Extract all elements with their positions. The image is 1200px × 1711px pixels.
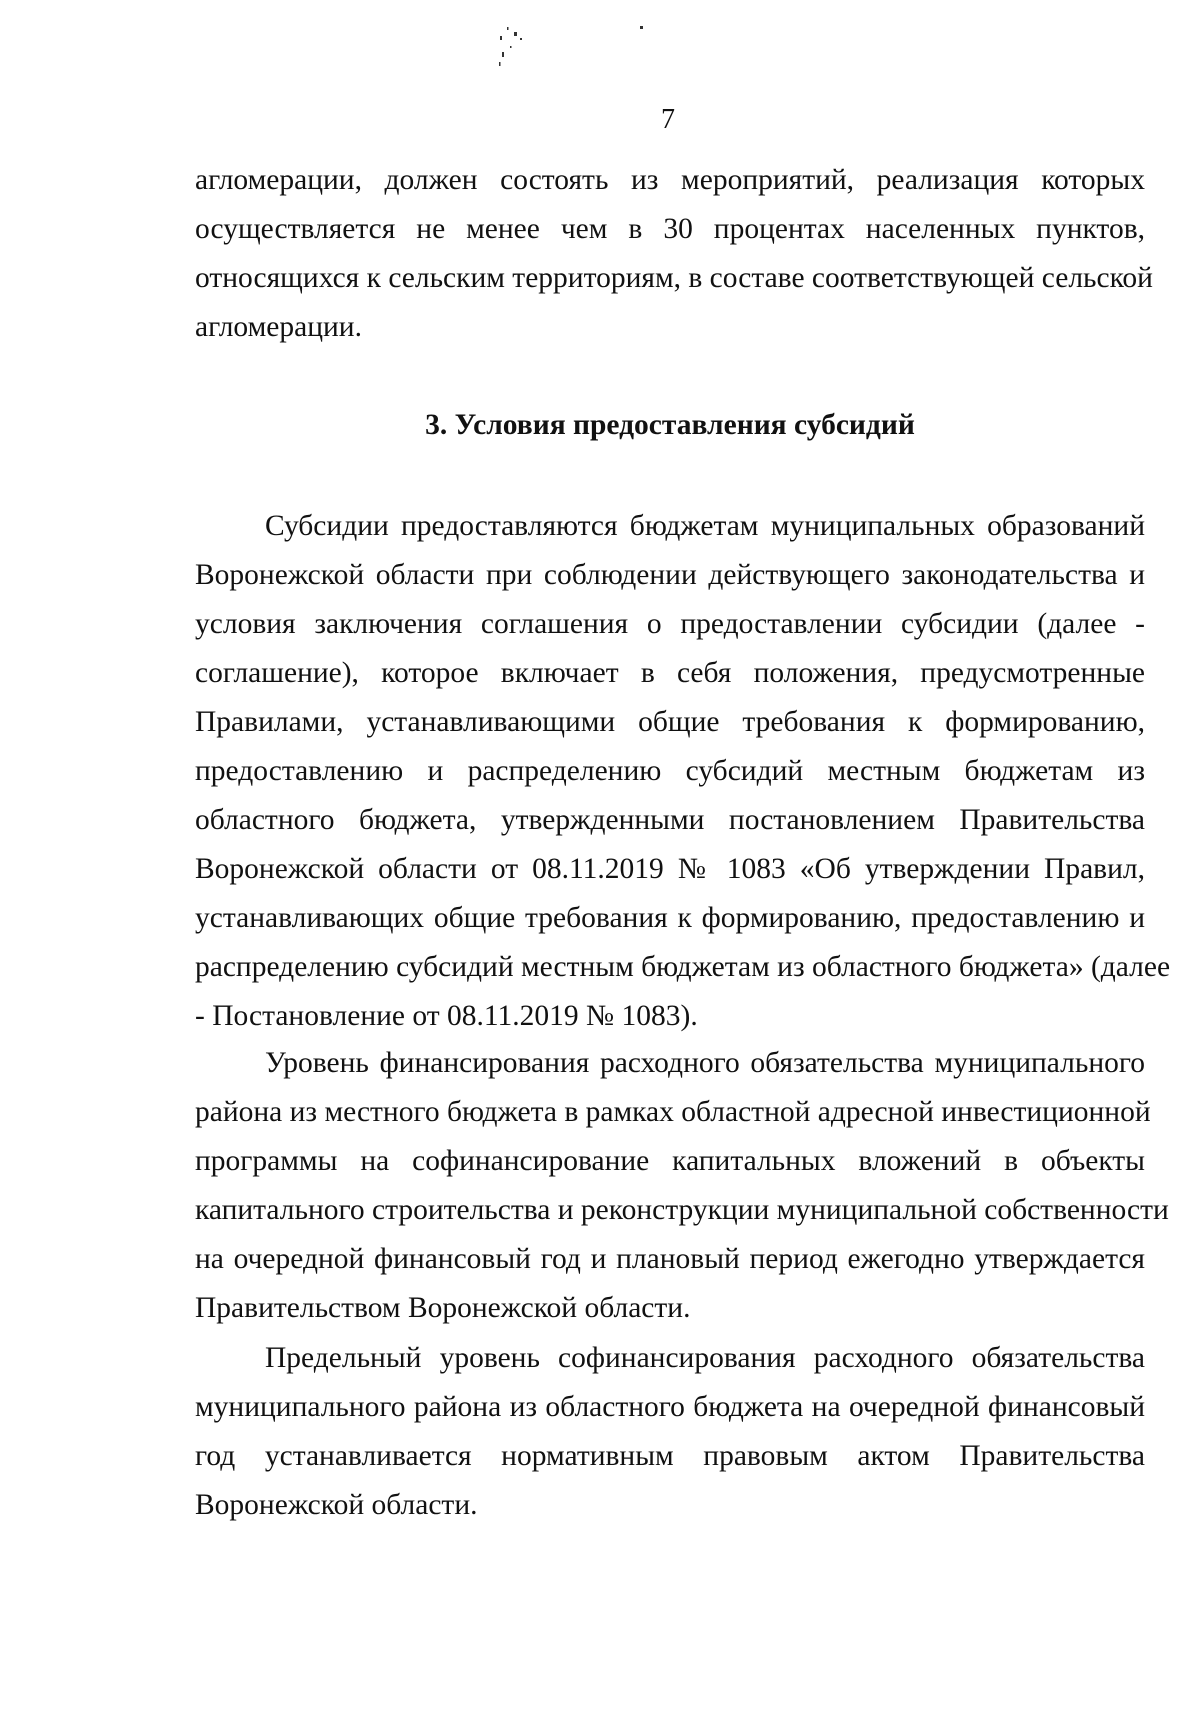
text-line: распределению субсидий местным бюджетам из областного бюджета» (далее [195, 951, 1171, 983]
text-line: осуществляется не менее чем в 30 процентах населенных пунктов, [195, 213, 1145, 245]
paragraph-3 [195, 1039, 1169, 1333]
text-line: капитального строительства и реконструкции муниципальной собственности [195, 1194, 1169, 1226]
text-line: - Постановление от 08.11.2019 № 1083). [195, 1000, 698, 1032]
text-line: на очередной финансовый год и плановый период ежегодно утверждается [195, 1243, 1145, 1275]
text-line: Субсидии предоставляются бюджетам муниципальных образований [265, 510, 1145, 542]
text-line: муниципального района из областного бюджета на очередной финансовый [195, 1391, 1145, 1423]
text-line: района из местного бюджета в рамках областной адресной инвестиционной [195, 1096, 1151, 1128]
text-line: Воронежской области от 08.11.2019 № 1083 «Об утверждении Правил, [195, 853, 1145, 885]
page-number: 7 [661, 104, 675, 135]
text-line: Правилами, устанавливающими общие требования к формированию, [195, 706, 1145, 738]
paragraph-2 [195, 502, 1171, 1041]
text-line: год устанавливается нормативным правовым актом Правительства [195, 1440, 1145, 1472]
paragraph-1 [195, 156, 1153, 352]
text-line: Правительством Воронежской области. [195, 1292, 691, 1324]
text-line: относящихся к сельским территориям, в составе соответствующей сельской [195, 262, 1153, 294]
section-heading: 3. Условия предоставления субсидий [425, 409, 915, 441]
text-line: агломерации, должен состоять из мероприятий, реализация которых [195, 164, 1145, 196]
text-line: условия заключения соглашения о предоставлении субсидии (далее - [195, 608, 1145, 640]
paragraph-4 [195, 1334, 1145, 1530]
text-line: Воронежской области при соблюдении действующего законодательства и [195, 559, 1145, 591]
text-line: предоставлению и распределению субсидий местным бюджетам из [195, 755, 1145, 787]
scan-artifact-specks [490, 22, 670, 82]
text-line: устанавливающих общие требования к формированию, предоставлению и [195, 902, 1145, 934]
text-line: агломерации. [195, 311, 362, 343]
text-line: Уровень финансирования расходного обязательства муниципального [265, 1047, 1145, 1079]
text-line: соглашение), которое включает в себя положения, предусмотренные [195, 657, 1145, 689]
text-line: областного бюджета, утвержденными постановлением Правительства [195, 804, 1145, 836]
text-line: Предельный уровень софинансирования расходного обязательства [265, 1342, 1145, 1374]
text-line: программы на софинансирование капитальных вложений в объекты [195, 1145, 1145, 1177]
text-line: Воронежской области. [195, 1489, 478, 1521]
